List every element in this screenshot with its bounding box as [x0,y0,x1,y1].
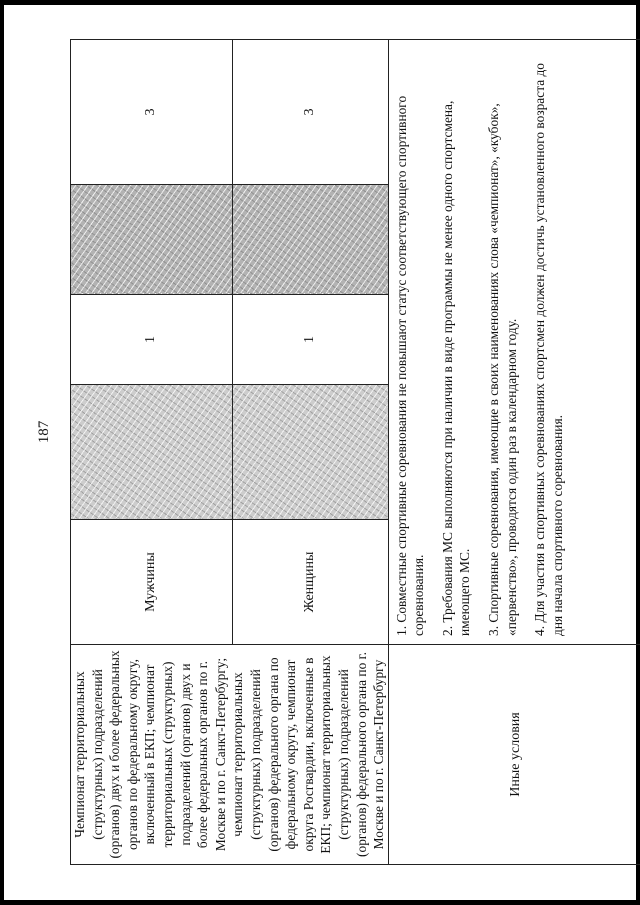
competition-name-cell: Чемпионат территориальных (структурных) подразделений (органов) двух и более федеральных органов по федеральному округу, включенный в ЕКП; чемпионат территориальных (структурных) подразделений (органов) двух и более федеральных органов по г. Москве и по г. Санкт-Петербургу; чемпионат территориальных (структурных) подразделений (органов) федерального органа по федеральному округу, чемпионат округа Росгвардии, включенные в ЕКП; чемпионат территориальных (структурных) подразделений (органов) федерального органа по г. Москве и по г. Санкт-Петербургу [71,645,389,865]
table-row-other-conditions [388,40,640,865]
condition-1: 1. Совместные спортивные соревнования не повышают статус соответствующего спортивного соревнования. [393,95,427,636]
count-cell-men: 3 [71,40,233,185]
hatched-cell-men-1 [71,385,233,520]
places-cell-men: 1 [71,295,233,385]
condition-4: 4. Для участия в спортивных соревнованиях спортсмен должен достичь установленного возраста до дня начала спортивного соревнования. [532,62,565,636]
other-conditions-label: Иные условия [388,645,640,865]
scan-edge-left [0,0,4,905]
rotated-table-container [70,40,565,865]
gender-cell-men: Мужчины [71,520,233,645]
places-cell-women: 1 [232,295,388,385]
count-cell-women: 3 [232,40,388,185]
hatched-cell-men-2 [71,185,233,295]
gender-cell-women: Женщины [232,520,388,645]
scan-edge-top [0,0,640,5]
hatched-cell-women-2 [232,185,388,295]
scan-edge-bottom [0,900,640,905]
hatched-cell-women-1 [232,385,388,520]
condition-2: 2. Требования МС выполняются при наличии в виде программы не менее одного спортсмена, имеющего МС. [439,100,473,636]
table-row-men [71,40,233,865]
page-number: 187 [36,420,52,444]
qualification-table [70,39,640,865]
condition-3: 3. Спортивные соревнования, имеющие в своих наименованиях слова «чемпионат», «кубок», «первенство», проводятся один раз в календарном году. [486,103,519,636]
other-conditions-cell [388,40,640,645]
